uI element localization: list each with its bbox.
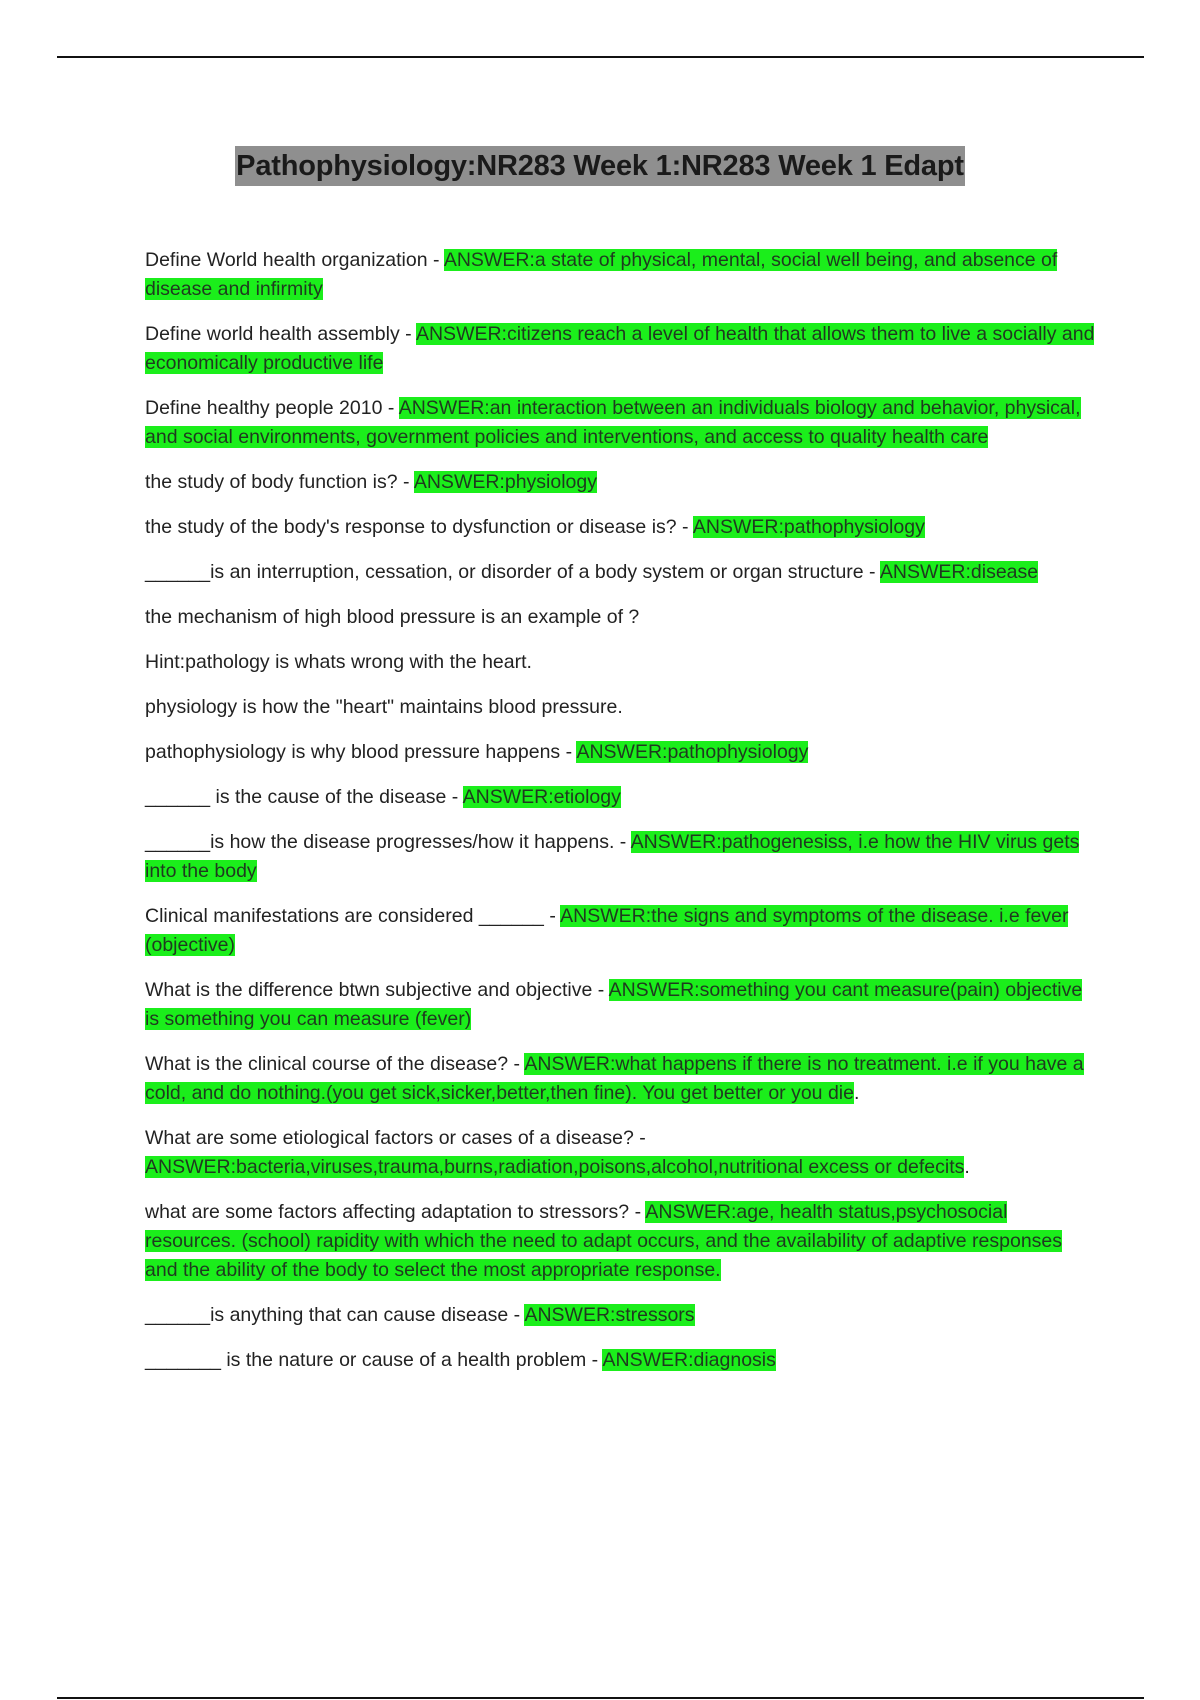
question-text: Clinical manifestations are considered ______ -	[145, 905, 561, 927]
answer-highlight: ANSWER:an interaction between an individuals biology and behavior, physical, and social environments, government policies and interventions, and access to quality health care	[145, 397, 1081, 448]
qa-item	[145, 1124, 1095, 1182]
answer-highlight: ANSWER:diagnosis	[602, 1349, 776, 1371]
question-text: the study of body function is? -	[145, 471, 414, 493]
top-rule	[57, 56, 1144, 58]
answer-tail: .	[964, 1156, 970, 1178]
question-text: What is the clinical course of the disease? -	[145, 1053, 525, 1075]
answer-highlight: ANSWER:something you cant measure(pain) objective is something you can measure (fever)	[145, 979, 1083, 1030]
qa-item	[145, 738, 1095, 767]
question-text: ______is anything that can cause disease -	[145, 1304, 525, 1326]
answer-highlight: ANSWER:etiology	[462, 786, 621, 808]
question-text: What is the difference btwn subjective and objective -	[145, 979, 609, 1001]
question-text: pathophysiology is why blood pressure happens -	[145, 741, 577, 763]
qa-item	[145, 468, 1095, 497]
qa-item	[145, 558, 1095, 587]
answer-highlight: ANSWER:disease	[879, 561, 1039, 583]
answer-highlight: ANSWER:physiology	[413, 471, 597, 493]
question-text: what are some factors affecting adaptation to stressors? -	[145, 1201, 646, 1223]
question-text: What are some etiological factors or cases of a disease? -	[145, 1127, 646, 1149]
qa-item	[145, 603, 1095, 632]
qa-item	[145, 246, 1095, 304]
question-text: the study of the body's response to dysfunction or disease is? -	[145, 516, 693, 538]
bottom-rule	[57, 1697, 1144, 1699]
question-text: the mechanism of high blood pressure is an example of ?	[145, 606, 640, 628]
question-text: Define healthy people 2010 -	[145, 397, 399, 419]
qa-item	[145, 783, 1095, 812]
qa-item	[145, 693, 1095, 722]
title-wrap	[0, 146, 1200, 186]
answer-highlight: ANSWER:pathophysiology	[692, 516, 925, 538]
answer-highlight: ANSWER:citizens reach a level of health that allows them to live a socially and economically productive life	[145, 323, 1095, 374]
qa-item	[145, 1346, 1095, 1375]
qa-item	[145, 828, 1095, 886]
qa-item	[145, 976, 1095, 1034]
question-text: Define World health organization -	[145, 249, 444, 271]
answer-highlight: ANSWER:the signs and symptoms of the disease. i.e fever (objective)	[145, 905, 1069, 956]
document-body	[145, 246, 1095, 1391]
qa-item	[145, 1050, 1095, 1108]
qa-item	[145, 513, 1095, 542]
answer-highlight: ANSWER:stressors	[524, 1304, 695, 1326]
question-text: ______is how the disease progresses/how it happens. -	[145, 831, 631, 853]
qa-item	[145, 394, 1095, 452]
question-text: physiology is how the "heart" maintains blood pressure.	[145, 696, 623, 718]
question-text: _______ is the nature or cause of a health problem -	[145, 1349, 603, 1371]
question-text: ______ is the cause of the disease -	[145, 786, 463, 808]
question-text: Hint:pathology is whats wrong with the heart.	[145, 651, 532, 673]
qa-item	[145, 902, 1095, 960]
answer-highlight: ANSWER:pathogenesiss, i.e how the HIV virus gets into the body	[145, 831, 1080, 882]
answer-highlight: ANSWER:a state of physical, mental, social well being, and absence of disease and infirmity	[145, 249, 1058, 300]
answer-highlight: ANSWER:pathophysiology	[576, 741, 809, 763]
answer-highlight: ANSWER:bacteria,viruses,trauma,burns,radiation,poisons,alcohol,nutritional excess or defecits	[145, 1156, 965, 1178]
answer-highlight: ANSWER:age, health status,psychosocial resources. (school) rapidity with which the need to adapt occurs, and the availability of adaptive responses and the ability of the body to select the most appropriate response.	[145, 1201, 1063, 1281]
answer-highlight: ANSWER:what happens if there is no treatment. i.e if you have a cold, and do nothing.(you get sick,sicker,better,then fine). You get better or you die	[145, 1053, 1084, 1104]
question-text: Define world health assembly -	[145, 323, 416, 345]
question-text: ______is an interruption, cessation, or disorder of a body system or organ structure -	[145, 561, 880, 583]
qa-item	[145, 320, 1095, 378]
qa-item	[145, 1198, 1095, 1285]
answer-tail: .	[853, 1082, 860, 1104]
document-title: Pathophysiology:NR283 Week 1:NR283 Week 1 Edapt	[235, 146, 965, 186]
qa-item	[145, 648, 1095, 677]
qa-item	[145, 1301, 1095, 1330]
